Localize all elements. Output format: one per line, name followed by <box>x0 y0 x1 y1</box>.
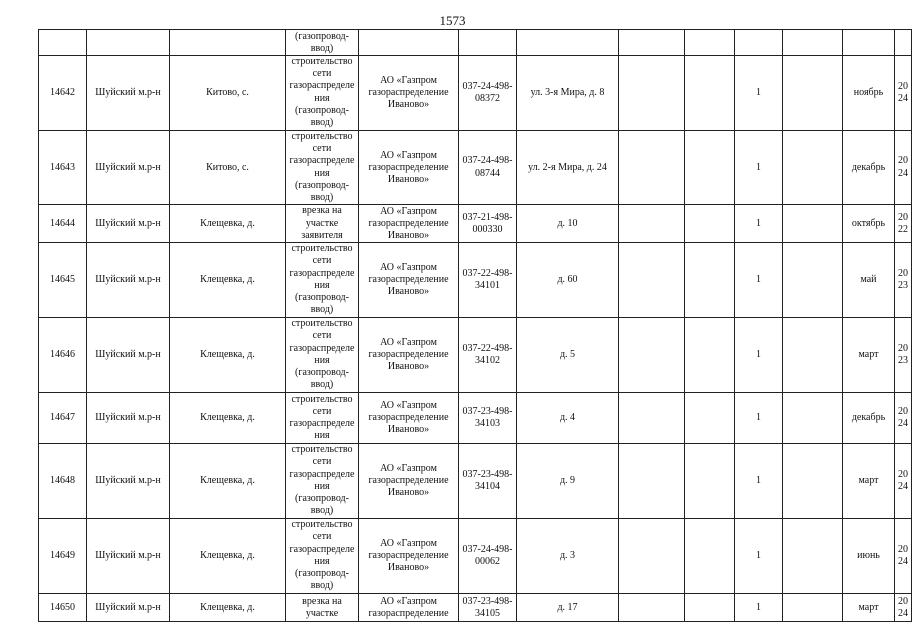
organization-cell: АО «Газпром газораспределение Иваново» <box>359 318 459 393</box>
empty-cell <box>783 131 843 205</box>
empty-cell <box>619 56 685 131</box>
year-cell: 2023 <box>895 243 912 318</box>
quantity-cell: 1 <box>735 131 783 205</box>
table-row <box>39 519 912 594</box>
empty-cell <box>685 444 735 519</box>
application-code-cell: 037-23-498-34103 <box>459 393 517 444</box>
district-cell: Шуйский м.р-н <box>87 56 170 131</box>
address-cell: д. 3 <box>517 519 619 594</box>
month-cell: октябрь <box>843 205 895 243</box>
month-cell: май <box>843 243 895 318</box>
table-row <box>39 205 912 243</box>
work-type-cell: строительство сети газораспределения (газопровод-ввод) <box>286 131 359 205</box>
empty-cell <box>685 205 735 243</box>
district-cell: Шуйский м.р-н <box>87 519 170 594</box>
empty-cell <box>685 594 735 622</box>
year-cell: 2024 <box>895 393 912 444</box>
application-code-cell: 037-24-498-08372 <box>459 56 517 131</box>
row-number-cell: 14646 <box>39 318 87 393</box>
work-type-cell: строительство сети газораспределения (газопровод-ввод) <box>286 444 359 519</box>
empty-cell <box>783 56 843 131</box>
year-cell: 2024 <box>895 519 912 594</box>
district-cell: Шуйский м.р-н <box>87 205 170 243</box>
empty-cell <box>783 243 843 318</box>
month-cell: март <box>843 318 895 393</box>
month-cell: июнь <box>843 519 895 594</box>
month-cell: ноябрь <box>843 56 895 131</box>
application-code-cell: 037-24-498-00062 <box>459 519 517 594</box>
district-cell: Шуйский м.р-н <box>87 318 170 393</box>
organization-cell: АО «Газпром газораспределение <box>359 594 459 622</box>
work-type-cell: врезка на участке заявителя <box>286 205 359 243</box>
row-number-cell: 14645 <box>39 243 87 318</box>
row-number-cell: 14644 <box>39 205 87 243</box>
organization-cell: АО «Газпром газораспределение Иваново» <box>359 205 459 243</box>
table-row <box>39 444 912 519</box>
row-number-cell: 14643 <box>39 131 87 205</box>
application-code-cell: 037-21-498-000330 <box>459 205 517 243</box>
district-cell: Шуйский м.р-н <box>87 444 170 519</box>
work-type-cell: строительство сети газораспределения (газопровод-ввод) <box>286 519 359 594</box>
application-code-cell: 037-23-498-34105 <box>459 594 517 622</box>
locality-cell: Китово, с. <box>170 131 286 205</box>
address-cell: д. 4 <box>517 393 619 444</box>
year-cell: 2024 <box>895 56 912 131</box>
organization-cell: АО «Газпром газораспределение Иваново» <box>359 243 459 318</box>
quantity-cell: 1 <box>735 243 783 318</box>
quantity-cell: 1 <box>735 519 783 594</box>
application-code-cell: 037-22-498-34101 <box>459 243 517 318</box>
empty-cell <box>685 318 735 393</box>
work-type-cell: (газопровод-ввод) <box>286 30 359 56</box>
address-cell: ул. 3-я Мира, д. 8 <box>517 56 619 131</box>
table-row-continuation <box>39 30 912 56</box>
work-type-cell: строительство сети газораспределения (газопровод-ввод) <box>286 56 359 131</box>
address-cell: д. 9 <box>517 444 619 519</box>
quantity-cell: 1 <box>735 205 783 243</box>
locality-cell: Клещевка, д. <box>170 444 286 519</box>
month-cell: март <box>843 594 895 622</box>
row-number-cell: 14650 <box>39 594 87 622</box>
organization-cell: АО «Газпром газораспределение Иваново» <box>359 519 459 594</box>
page-number: 1573 <box>439 13 466 28</box>
empty-cell <box>783 519 843 594</box>
application-code-cell: 037-22-498-34102 <box>459 318 517 393</box>
district-cell: Шуйский м.р-н <box>87 393 170 444</box>
application-code-cell: 037-24-498-08744 <box>459 131 517 205</box>
empty-cell <box>783 318 843 393</box>
month-cell: декабрь <box>843 131 895 205</box>
address-cell: д. 5 <box>517 318 619 393</box>
locality-cell: Клещевка, д. <box>170 393 286 444</box>
locality-cell: Китово, с. <box>170 56 286 131</box>
year-cell: 2024 <box>895 594 912 622</box>
quantity-cell: 1 <box>735 444 783 519</box>
locality-cell: Клещевка, д. <box>170 318 286 393</box>
table-row <box>39 56 912 131</box>
year-cell: 2024 <box>895 131 912 205</box>
address-cell: д. 10 <box>517 205 619 243</box>
empty-cell <box>685 393 735 444</box>
locality-cell: Клещевка, д. <box>170 243 286 318</box>
work-type-cell: строительство сети газораспределения <box>286 393 359 444</box>
empty-cell <box>619 205 685 243</box>
district-cell: Шуйский м.р-н <box>87 131 170 205</box>
row-number-cell: 14647 <box>39 393 87 444</box>
address-cell: ул. 2-я Мира, д. 24 <box>517 131 619 205</box>
organization-cell: АО «Газпром газораспределение Иваново» <box>359 444 459 519</box>
empty-cell <box>685 243 735 318</box>
empty-cell <box>783 393 843 444</box>
table-row <box>39 318 912 393</box>
empty-cell <box>783 205 843 243</box>
quantity-cell: 1 <box>735 393 783 444</box>
quantity-cell: 1 <box>735 318 783 393</box>
table-row <box>39 131 912 205</box>
work-type-cell: строительство сети газораспределения (газопровод-ввод) <box>286 243 359 318</box>
empty-cell <box>685 131 735 205</box>
locality-cell: Клещевка, д. <box>170 205 286 243</box>
empty-cell <box>619 318 685 393</box>
address-cell: д. 60 <box>517 243 619 318</box>
empty-cell <box>619 444 685 519</box>
year-cell: 2024 <box>895 444 912 519</box>
month-cell: март <box>843 444 895 519</box>
table-row <box>39 594 912 622</box>
district-cell: Шуйский м.р-н <box>87 594 170 622</box>
empty-cell <box>619 519 685 594</box>
table-row <box>39 243 912 318</box>
district-cell: Шуйский м.р-н <box>87 243 170 318</box>
locality-cell: Клещевка, д. <box>170 519 286 594</box>
quantity-cell: 1 <box>735 56 783 131</box>
work-type-cell: врезка на участке <box>286 594 359 622</box>
table-row <box>39 393 912 444</box>
application-code-cell: 037-23-498-34104 <box>459 444 517 519</box>
row-number-cell: 14642 <box>39 56 87 131</box>
gasification-table <box>38 29 912 622</box>
year-cell: 2023 <box>895 318 912 393</box>
organization-cell: АО «Газпром газораспределение Иваново» <box>359 393 459 444</box>
empty-cell <box>619 594 685 622</box>
organization-cell: АО «Газпром газораспределение Иваново» <box>359 131 459 205</box>
work-type-cell: строительство сети газораспределения (газопровод-ввод) <box>286 318 359 393</box>
empty-cell <box>783 594 843 622</box>
quantity-cell: 1 <box>735 594 783 622</box>
empty-cell <box>783 444 843 519</box>
empty-cell <box>619 131 685 205</box>
row-number-cell: 14648 <box>39 444 87 519</box>
address-cell: д. 17 <box>517 594 619 622</box>
empty-cell <box>685 519 735 594</box>
empty-cell <box>619 393 685 444</box>
year-cell: 2022 <box>895 205 912 243</box>
organization-cell: АО «Газпром газораспределение Иваново» <box>359 56 459 131</box>
empty-cell <box>619 243 685 318</box>
month-cell: декабрь <box>843 393 895 444</box>
locality-cell: Клещевка, д. <box>170 594 286 622</box>
empty-cell <box>685 56 735 131</box>
row-number-cell: 14649 <box>39 519 87 594</box>
